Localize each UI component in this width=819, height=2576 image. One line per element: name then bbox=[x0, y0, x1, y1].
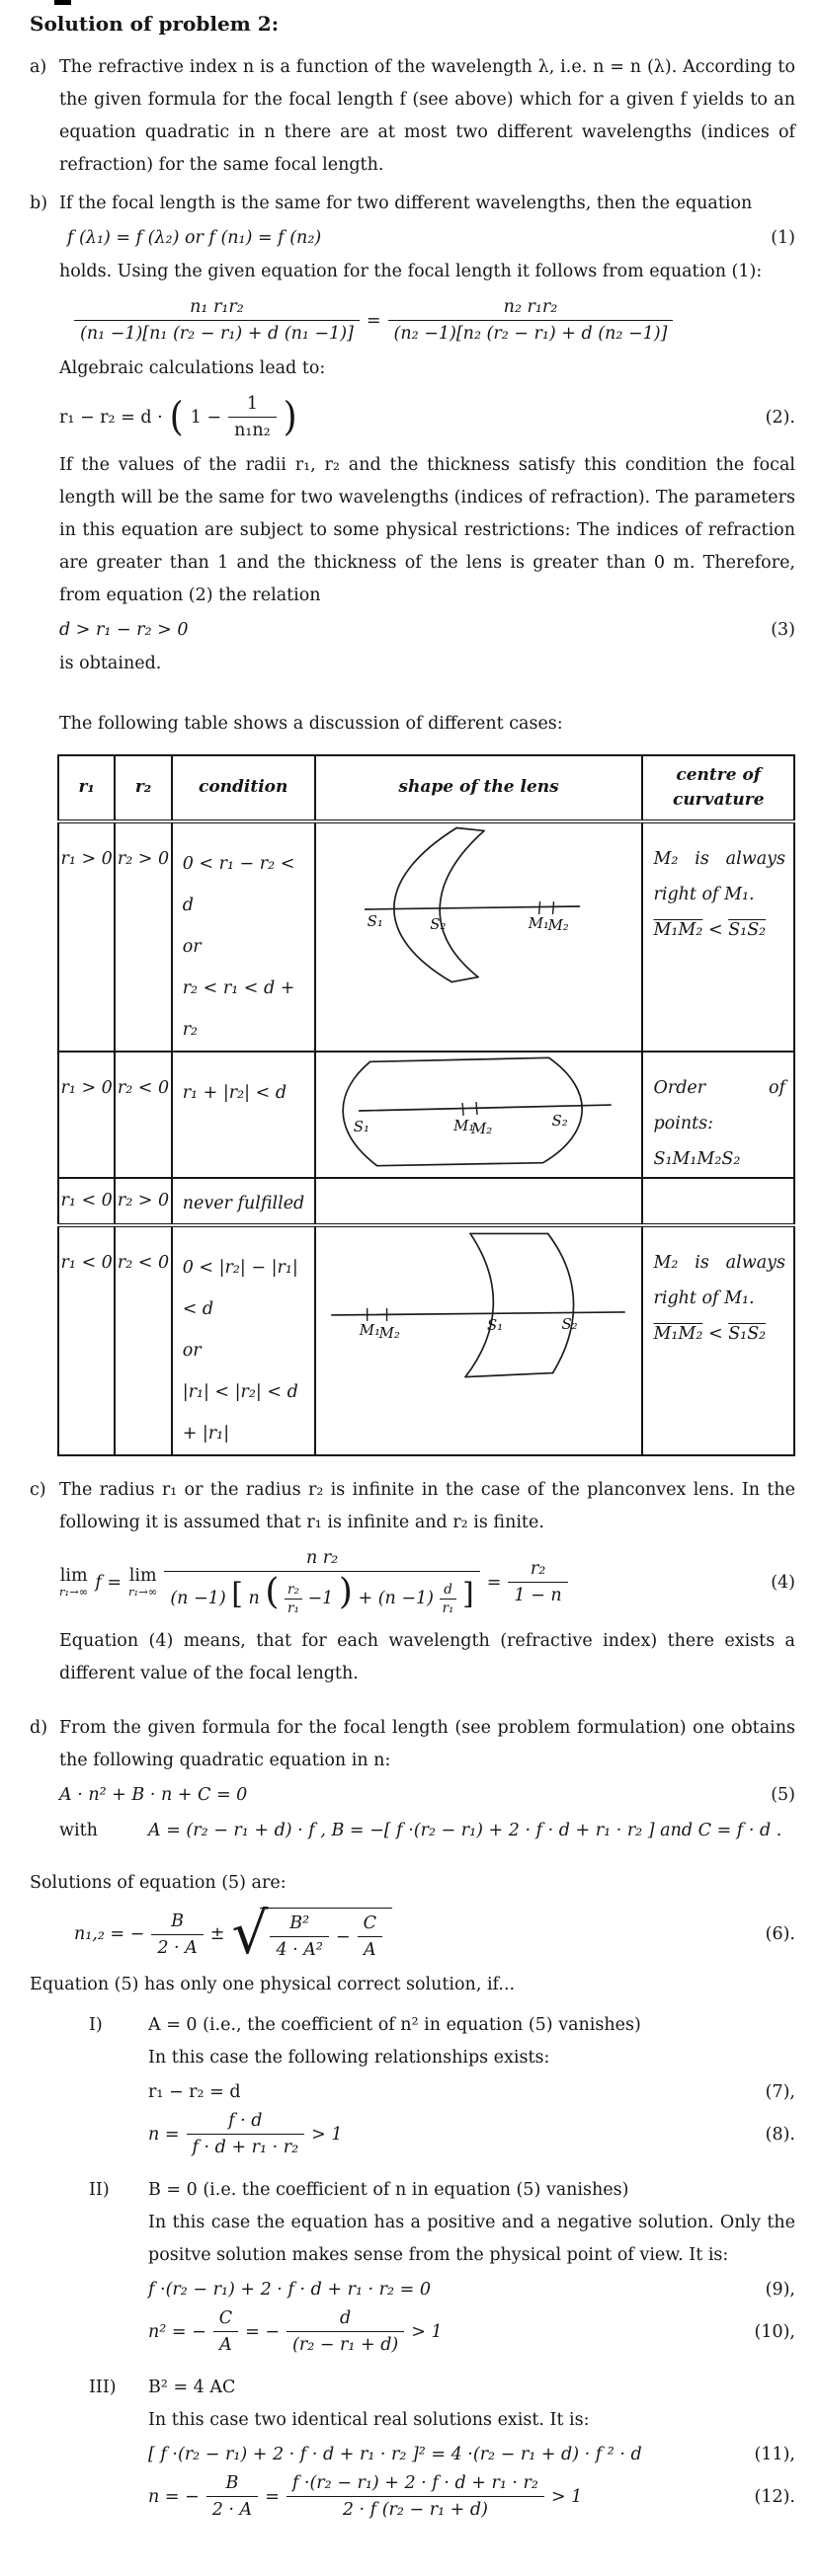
right-paren: ) bbox=[338, 1572, 353, 1612]
header-condition: condition bbox=[172, 755, 315, 821]
header-r2: r₂ bbox=[115, 755, 171, 821]
header-r1: r₁ bbox=[58, 755, 115, 821]
table-row bbox=[58, 1052, 794, 1178]
equation-2 bbox=[59, 393, 795, 441]
fraction-main: n r₂ (n −1) [ n ( $\frac{\text{r₂}}{\text{r₁}}$ −1 ) + (n −1) $\frac{d}{\text{r₁}}$ ] bbox=[164, 1547, 479, 1617]
fraction-left: $\frac{\text{n₁ r₁r₂}}{\text{(n₁ −1)[n₁ (r₂ − r₁) + d (n₁ −1)]}}$ bbox=[74, 296, 360, 345]
cell-r1: r₁ < 0 bbox=[58, 1178, 115, 1225]
equals-sign: = bbox=[366, 310, 381, 331]
cell-r2: r₂ > 0 bbox=[115, 821, 171, 1052]
equation-10-rhs: > 1 bbox=[411, 2321, 443, 2342]
cell-centre bbox=[642, 1178, 794, 1225]
equation-11-body: [ f ·(r₂ − r₁) + 2 · f · d + r₁ · r₂ ]² = 4 ·(r₂ − r₁ + d) · f ² · d bbox=[148, 2445, 642, 2464]
section-c-label: c) bbox=[30, 1480, 46, 1500]
equation-8-tag: (8). bbox=[765, 2124, 795, 2145]
equation-10-lhs: n² = − bbox=[148, 2321, 206, 2342]
centre-relation: M₁M₂ < S₁S₂ bbox=[653, 920, 767, 940]
with-definitions bbox=[59, 1815, 795, 1847]
case-I-sub: In this case the following relationships exists: bbox=[148, 2048, 550, 2068]
cell-centre: Order of points: S₁M₁M₂S₂ bbox=[642, 1052, 794, 1178]
equation-7 bbox=[148, 2082, 795, 2102]
lens-drawing-meniscus-left bbox=[316, 823, 640, 985]
svg-text:M₁: M₁ bbox=[528, 913, 549, 932]
equation-8-rhs: > 1 bbox=[311, 2124, 343, 2145]
case-I bbox=[89, 2009, 795, 2166]
cell-shape bbox=[315, 1225, 643, 1455]
equation-12-rhs: > 1 bbox=[550, 2486, 583, 2507]
limit-1: lim r₁→∞ bbox=[59, 1565, 89, 1600]
equation-10 bbox=[148, 2307, 795, 2356]
equation-5-body: A · n² + B · n + C = 0 bbox=[59, 1785, 248, 1805]
right-paren: ) bbox=[283, 393, 297, 439]
cell-centre: M₂ is always right of M₁. M₁M₂ < S₁S₂ bbox=[642, 1225, 794, 1455]
cell-condition: never fulfilled bbox=[172, 1178, 315, 1225]
equation-12-eq: = bbox=[265, 2486, 280, 2507]
svg-text:S₂: S₂ bbox=[429, 914, 447, 933]
fraction-b-2a: $\frac{B}{2 \cdot A}$ bbox=[151, 1911, 203, 1959]
equation-6-tag: (6). bbox=[765, 1924, 795, 1944]
svg-text:M₁: M₁ bbox=[452, 1116, 475, 1134]
equation-3 bbox=[59, 620, 795, 640]
equation-4-tag: (4) bbox=[771, 1572, 795, 1593]
table-intro: The following table shows a discussion of different cases: bbox=[59, 714, 563, 734]
svg-text:M₂: M₂ bbox=[470, 1119, 492, 1137]
svg-text:S₁: S₁ bbox=[486, 1315, 503, 1334]
equation-12-lhs: n = − bbox=[148, 2486, 200, 2507]
fraction-inner-1: $\frac{\text{r₂}}{\text{r₁}}$ bbox=[285, 1582, 302, 1616]
table-row bbox=[58, 821, 794, 1052]
with-label: with bbox=[59, 1821, 98, 1840]
svg-text:S₁: S₁ bbox=[367, 911, 383, 930]
equation-2-pre: 1 − bbox=[190, 407, 222, 428]
case-III-head: B² = 4 AC bbox=[148, 2378, 236, 2397]
equation-10-tag: (10), bbox=[754, 2321, 795, 2342]
table-header-row bbox=[58, 755, 794, 821]
case-I-label: I) bbox=[89, 2015, 103, 2035]
minus-sign: − bbox=[335, 1926, 351, 1947]
section-c bbox=[30, 1474, 795, 1690]
fraction-result: $\frac{\text{r₂}}{1 - n}$ bbox=[508, 1558, 567, 1606]
section-a-label: a) bbox=[30, 57, 47, 77]
equation-5-tag: (5) bbox=[771, 1785, 795, 1805]
fraction-d: $\frac{d}{\text{(r₂ − r₁ + d)}}$ bbox=[287, 2307, 404, 2356]
header-shape: shape of the lens bbox=[315, 755, 643, 821]
fraction-fd: $\frac{f \cdot d}{\text{f · d + r₁ · r₂}}$ bbox=[187, 2110, 305, 2158]
radical-sign: √ bbox=[231, 1900, 269, 1968]
section-d-label: d) bbox=[30, 1718, 48, 1738]
cell-r1: r₁ > 0 bbox=[58, 1052, 115, 1178]
cell-r2: r₂ < 0 bbox=[115, 1225, 171, 1455]
section-a-text: The refractive index n is a function of the wavelength λ, i.e. n = n (λ). According to the given formula for the focal length f (see above) which for a given f yields to an equation quadratic in n there are at most two different wavelengths (indices of refraction) for the same focal length. bbox=[59, 57, 795, 175]
left-paren: ( bbox=[265, 1572, 280, 1612]
square-root bbox=[231, 1900, 392, 1968]
cell-shape bbox=[315, 1178, 643, 1225]
case-III bbox=[89, 2372, 795, 2529]
para-b-intro: If the focal length is the same for two different wavelengths, then the equation bbox=[59, 194, 753, 213]
case-I-head: A = 0 (i.e., the coefficient of n² in equation (5) vanishes) bbox=[148, 2015, 641, 2035]
fraction-right: $\frac{\text{n₂ r₁r₂}}{\text{(n₂ −1)[n₂ (r₂ − r₁) + d (n₂ −1)]}}$ bbox=[388, 296, 674, 345]
para-b-holds: holds. Using the given equation for the focal length it follows from equation (1): bbox=[59, 262, 763, 281]
para-b-algebraic: Algebraic calculations lead to: bbox=[59, 358, 326, 378]
left-bracket: [ bbox=[231, 1577, 243, 1611]
fraction-b-2a-2: $\frac{B}{2 \cdot A}$ bbox=[206, 2472, 258, 2521]
para-d-text: From the given formula for the focal length (see problem formulation) one obtains the following quadratic equation in n: bbox=[59, 1718, 795, 1770]
cell-condition: 0 < |r₂| − |r₁| < d or |r₁| < |r₂| < d + |r₁| bbox=[172, 1225, 315, 1455]
cell-condition: r₁ + |r₂| < d bbox=[172, 1052, 315, 1178]
para-only-one: Equation (5) has only one physical correct solution, if... bbox=[30, 1975, 516, 1994]
cell-centre: M₂ is always right of M₁. M₁M₂ < S₁S₂ bbox=[642, 821, 794, 1052]
fraction-c-a-2: $\frac{C}{A}$ bbox=[213, 2307, 238, 2356]
equation-9-tag: (9), bbox=[765, 2280, 795, 2300]
cell-r2: r₂ < 0 bbox=[115, 1052, 171, 1178]
table-row bbox=[58, 1178, 794, 1225]
lens-drawing-biconvex bbox=[316, 1053, 640, 1169]
equation-3-body: d > r₁ − r₂ > 0 bbox=[59, 620, 189, 640]
cell-condition: 0 < r₁ − r₂ < d or r₂ < r₁ < d + r₂ bbox=[172, 821, 315, 1052]
para-b-radii: If the values of the radii r₁, r₂ and the thickness satisfy this condition the focal length will be the same for two wavelengths (indices of refraction). The parameters in this equation are subject to some physical restrictions: The indices of refraction are greater than 1 and the thickness of the lens is greater than 0 m. Therefore, from equation (2) the relation bbox=[59, 455, 795, 605]
with-body: A = (r₂ − r₁ + d) · f , B = −[ f ·(r₂ − r₁) + 2 · f · d + r₁ · r₂ ] and C = f · d . bbox=[148, 1821, 782, 1840]
para-b-obtained: is obtained. bbox=[59, 654, 162, 673]
para-solutions: Solutions of equation (5) are: bbox=[30, 1873, 287, 1893]
equation-1 bbox=[59, 228, 795, 248]
para-c-means: Equation (4) means, that for each wavelength (refractive index) there exists a different value of the focal length. bbox=[59, 1631, 795, 1683]
case-II-label: II) bbox=[89, 2180, 110, 2200]
case-II bbox=[89, 2174, 795, 2364]
equation-10-mid: = − bbox=[245, 2321, 281, 2342]
case-III-sub: In this case two identical real solutions exist. It is: bbox=[148, 2410, 590, 2430]
cell-r1: r₁ < 0 bbox=[58, 1225, 115, 1455]
section-b-label: b) bbox=[30, 194, 48, 213]
equation-2-tag: (2). bbox=[765, 407, 795, 428]
left-paren: ( bbox=[169, 393, 184, 439]
equation-12 bbox=[148, 2472, 795, 2521]
limit-2: lim r₁→∞ bbox=[128, 1565, 158, 1600]
svg-text:S₂: S₂ bbox=[551, 1111, 568, 1130]
equation-3-tag: (3) bbox=[771, 620, 795, 640]
cell-shape bbox=[315, 821, 643, 1052]
equation-12-tag: (12). bbox=[754, 2486, 795, 2507]
equation-6-lhs: n₁,₂ = − bbox=[74, 1924, 145, 1944]
equation-2-lhs: r₁ − r₂ = d · bbox=[59, 407, 163, 428]
svg-text:M₂: M₂ bbox=[378, 1323, 400, 1342]
plus-minus-sign: ± bbox=[209, 1924, 225, 1944]
equation-4: lim r₁→∞ f = lim r₁→∞ n r₂ (n −1) [ n ( $\frac{\text{r₂}}{\text{r₁}}$ −1 ) + (n −1) $\frac{d}{\text{r₁}}$ ] = $\frac{\text{r₂}}{1 - n}$ (4) bbox=[59, 1548, 795, 1616]
equation-5 bbox=[59, 1785, 795, 1805]
cell-r1: r₁ > 0 bbox=[58, 821, 115, 1052]
lens-drawing-meniscus-right bbox=[316, 1227, 640, 1381]
equation-9 bbox=[148, 2280, 795, 2300]
case-III-label: III) bbox=[89, 2378, 117, 2397]
equation-1-body: f (λ₁) = f (λ₂) or f (n₁) = f (n₂) bbox=[67, 228, 322, 248]
fraction-c-a: $\frac{C}{A}$ bbox=[358, 1912, 382, 1961]
fraction-inner-2: $\frac{d}{\text{r₁}}$ bbox=[440, 1582, 457, 1616]
equation-fraction-equality bbox=[59, 296, 795, 345]
para-c-text: The radius r₁ or the radius r₂ is infinite in the case of the planconvex lens. In the following it is assumed that r₁ is infinite and r₂ is finite. bbox=[59, 1480, 795, 1532]
equation-7-body: r₁ − r₂ = d bbox=[148, 2082, 241, 2102]
fraction-b2-4a2: $\frac{\text{B²}}{\text{4 · A²}}$ bbox=[270, 1912, 328, 1961]
svg-text:S₁: S₁ bbox=[353, 1117, 369, 1135]
page-title: Solution of problem 2: bbox=[30, 12, 280, 36]
cell-r2: r₂ > 0 bbox=[115, 1178, 171, 1225]
equation-1-tag: (1) bbox=[771, 228, 795, 248]
equation-11-tag: (11), bbox=[754, 2445, 795, 2464]
fraction-long: $\frac{\text{f ·(r₂ − r₁) + 2 · f · d + r₁ · r₂}}{\text{2 · f (r₂ − r₁ + d)}}$ bbox=[287, 2472, 544, 2521]
svg-text:M₁: M₁ bbox=[359, 1320, 380, 1339]
section-d bbox=[30, 1712, 795, 1857]
equation-8-lhs: n = bbox=[148, 2124, 180, 2145]
centre-relation: M₁M₂ < S₁S₂ bbox=[653, 1324, 767, 1344]
equation-6 bbox=[30, 1900, 795, 1968]
case-II-sub: In this case the equation has a positive and a negative solution. Only the positve solution makes sense from the physical point of view. It is: bbox=[148, 2213, 795, 2265]
equation-8 bbox=[148, 2110, 795, 2158]
right-bracket: ] bbox=[462, 1577, 474, 1611]
section-a bbox=[30, 51, 795, 182]
section-b bbox=[30, 188, 795, 680]
scan-artifact bbox=[54, 0, 71, 5]
equation-7-tag: (7), bbox=[765, 2082, 795, 2102]
header-centre: centre of curvature bbox=[642, 755, 794, 821]
case-II-head: B = 0 (i.e. the coefficient of n in equation (5) vanishes) bbox=[148, 2180, 629, 2200]
equation-11 bbox=[148, 2445, 795, 2464]
table-row bbox=[58, 1225, 794, 1455]
equation-9-body: f ·(r₂ − r₁) + 2 · f · d + r₁ · r₂ = 0 bbox=[148, 2280, 431, 2300]
cases-table bbox=[57, 754, 795, 1456]
svg-text:S₂: S₂ bbox=[561, 1314, 578, 1333]
svg-text:M₂: M₂ bbox=[547, 915, 569, 934]
cell-shape bbox=[315, 1052, 643, 1178]
fraction: $\frac{1}{\text{n₁n₂}}$ bbox=[228, 393, 277, 441]
